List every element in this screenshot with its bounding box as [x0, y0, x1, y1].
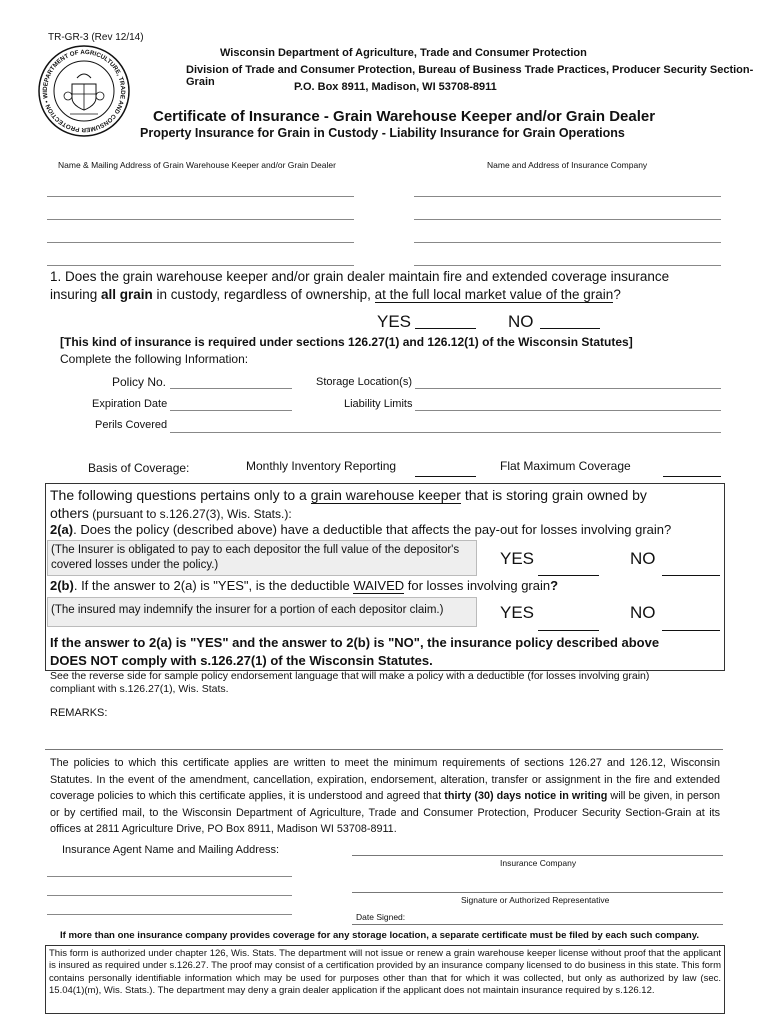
keeper-address-line-2[interactable] — [47, 205, 354, 220]
q2b-question: 2(b). If the answer to 2(a) is "YES", is the deductible WAIVED for losses involving grain? — [50, 578, 559, 593]
policies-paragraph: The policies to which this certificate applies are written to meet the minimum requirements of sections 126.27 and 126.12, Wisconsin Statutes. In the event of the amendment, cancellation, expiration, endorsement, alteration, transfer or assignment in the fire and extended coverage policies to which this certificate applies, it is understood and agreed that thirty (30) days notice in writing will be given, in person or by certified mail, to the Wisconsin Department of Agriculture, Trade and Consumer Protection, Producer Security Section-Grain at its offices at 2811 Agriculture Drive, PO Box 8911, Madison WI 53708-8911. — [50, 757, 720, 835]
monthly-inventory-label: Monthly Inventory Reporting — [246, 459, 397, 473]
basis-of-coverage-label: Basis of Coverage: — [88, 461, 190, 475]
expiration-date-field[interactable] — [170, 396, 292, 411]
agent-address-line-3[interactable] — [47, 900, 292, 915]
authority-text: This form is authorized under chapter 126, Wis. Stats. The department will not issue or renew a grain warehouse keeper license without proof that the applicant is insured as required under s.126.27. The proof may consist of a certification provided by an insurance company licensed to do business in this state. This form contains personally identifiable information which may be used for purposes other than that for which it was collected, but only as authorized by law (sec. 15.04(1)(m), Wis. Stats.). The department may deny a grain dealer application if the applicant does not maintain insurance required by s.126.12. — [49, 948, 721, 996]
q2-others-line: others (pursuant to s.126.27(3), Wis. Stats.): — [50, 505, 292, 521]
insurance-company-label: Insurance Company — [500, 858, 577, 868]
q1-yes-field[interactable] — [415, 328, 476, 329]
liability-limits-label: Liability Limits — [344, 398, 413, 410]
insurer-address-line-3[interactable] — [414, 228, 721, 243]
form-title: Certificate of Insurance - Grain Warehouse Keeper and/or Grain Dealer — [153, 108, 656, 125]
q2-warning-line-b: DOES NOT comply with s.126.27(1) of the Wisconsin Statutes. — [50, 653, 433, 668]
agent-address-label: Insurance Agent Name and Mailing Address: — [62, 844, 280, 856]
q2a-shaded-note: (The Insurer is obligated to pay to each depositor the full value of the depositor's covered losses under the policy.) — [47, 540, 477, 576]
agent-address-line-2[interactable] — [47, 881, 292, 896]
insurer-address-label: Name and Address of Insurance Company — [487, 160, 648, 170]
division-name: Division of Trade and Consumer Protection, Bureau of Business Trade Practices, Producer Security Section-Grain — [186, 64, 754, 88]
keeper-address-line-4[interactable] — [47, 251, 354, 266]
q2-see-reverse: See the reverse side for sample policy endorsement language that will make a policy with a deductible (for losses involving grain) compliant with s.126.27(1), Wis. Stats. — [50, 670, 650, 695]
q1-no-field[interactable] — [540, 328, 600, 329]
seal-text: DEPARTMENT OF AGRICULTURE, TRADE AND CONSUMER PROTECTION • WI — [41, 48, 127, 134]
agent-address-line-1[interactable] — [47, 862, 292, 877]
date-signed-line[interactable] — [352, 924, 723, 925]
svg-text:DEPARTMENT OF AGRICULTURE, TRA — [37, 44, 126, 133]
q1-statute-note: [This kind of insurance is required under sections 126.27(1) and 126.12(1) of the Wisconsin Statutes] — [60, 335, 633, 349]
q2b-shaded-note: (The insured may indemnify the insurer for a portion of each depositor claim.) — [47, 597, 477, 627]
form-id: TR-GR-3 (Rev 12/14) — [48, 32, 144, 43]
agency-name: Wisconsin Department of Agriculture, Trade and Consumer Protection — [220, 47, 587, 59]
q2-warning-line-a: If the answer to 2(a) is "YES" and the answer to 2(b) is "NO", the insurance policy described above — [50, 635, 660, 650]
flat-maximum-label: Flat Maximum Coverage — [500, 459, 631, 473]
q2a-yes-label: YES — [500, 549, 535, 568]
state-seal-icon — [37, 44, 131, 138]
q1-yes-label: YES — [377, 312, 412, 331]
storage-location-label: Storage Location(s) — [316, 376, 412, 388]
keeper-address-line-3[interactable] — [47, 228, 354, 243]
q2-intro: The following questions pertains only to a grain warehouse keeper that is storing grain owned by — [50, 487, 647, 503]
form-subtitle: Property Insurance for Grain in Custody - Liability Insurance for Grain Operations — [140, 126, 625, 140]
signature-label: Signature or Authorized Representative — [461, 895, 610, 905]
policies-divider — [45, 749, 723, 750]
state-seal — [37, 44, 131, 138]
q2a-no-field[interactable] — [662, 575, 720, 576]
signature-line[interactable] — [352, 892, 723, 893]
q2b-no-label: NO — [630, 603, 656, 622]
storage-location-field[interactable] — [415, 374, 721, 389]
expiration-date-label: Expiration Date — [92, 398, 168, 410]
q2a-question: 2(a). Does the policy (described above) have a deductible that affects the pay-out for losses involving grain? — [50, 522, 672, 537]
multiple-companies-note: If more than one insurance company provides coverage for any storage location, a separate certificate must be filed by each such company. — [60, 930, 700, 941]
q1-line-b: insuring all grain in custody, regardless of ownership, at the full local market value of the grain? — [50, 287, 621, 302]
date-signed-label: Date Signed: — [356, 912, 406, 922]
authority-box — [45, 945, 725, 1014]
perils-covered-field[interactable] — [170, 418, 721, 433]
remarks-label: REMARKS: — [50, 707, 108, 719]
q2b-no-field[interactable] — [662, 630, 720, 631]
q1-line-a: 1. Does the grain warehouse keeper and/or grain dealer maintain fire and extended coverage insurance — [50, 269, 670, 284]
insurer-address-line-1[interactable] — [414, 182, 721, 197]
keeper-address-label: Name & Mailing Address of Grain Warehouse Keeper and/or Grain Dealer — [58, 160, 336, 170]
insurer-address-line-2[interactable] — [414, 205, 721, 220]
keeper-address-line-1[interactable] — [47, 182, 354, 197]
insurance-company-line[interactable] — [352, 855, 723, 856]
remarks-field[interactable] — [50, 724, 720, 742]
policy-no-field[interactable] — [170, 374, 292, 389]
q2a-no-label: NO — [630, 549, 656, 568]
q2b-yes-label: YES — [500, 603, 535, 622]
q1-no-label: NO — [508, 312, 534, 331]
perils-covered-label: Perils Covered — [95, 419, 168, 431]
agency-address: P.O. Box 8911, Madison, WI 53708-8911 — [294, 81, 497, 93]
q1-complete-label: Complete the following Information: — [60, 352, 249, 366]
liability-limits-field[interactable] — [415, 396, 721, 411]
insurer-address-line-4[interactable] — [414, 251, 721, 266]
monthly-inventory-field[interactable] — [415, 476, 476, 477]
flat-maximum-field[interactable] — [663, 476, 721, 477]
q2a-yes-field[interactable] — [538, 575, 599, 576]
policy-no-label: Policy No. — [112, 375, 167, 389]
q2b-yes-field[interactable] — [538, 630, 599, 631]
